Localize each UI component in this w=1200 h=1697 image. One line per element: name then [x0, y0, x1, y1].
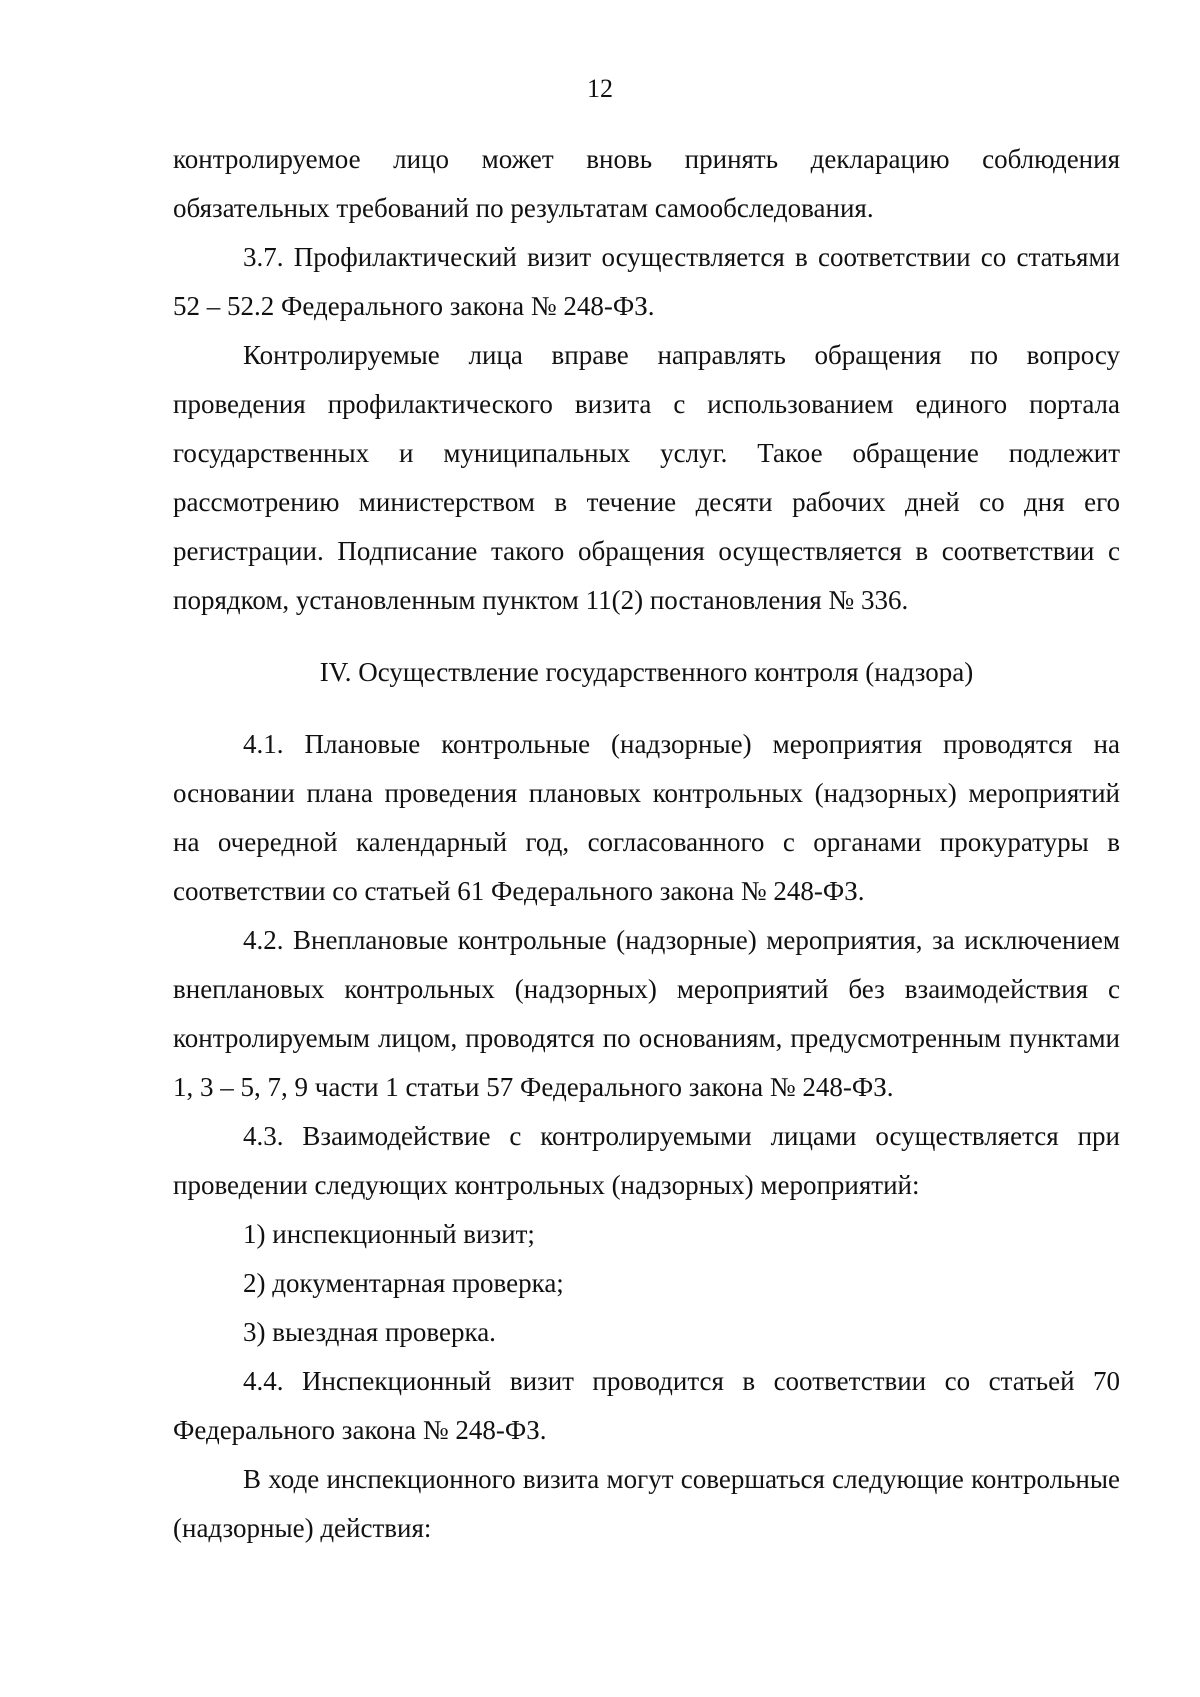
paragraph-4-2: 4.2. Внеплановые контрольные (надзорные) мероприятия, за исключением внеплановых контрольных (надзорных) мероприятий без взаимодействия с контролируемым лицом, проводятся по основаниям, предусмотренным пунктами 1, 3 – 5, 7, 9 части 1 статьи 57 Федерального закона № 248-ФЗ.	[173, 925, 1120, 1102]
list-item: 1) инспекционный визит;	[243, 1219, 535, 1249]
list-item: 3) выездная проверка.	[243, 1317, 496, 1347]
section-heading: IV. Осуществление государственного контроля (надзора)	[319, 657, 974, 687]
paragraph-4-1: 4.1. Плановые контрольные (надзорные) мероприятия проводятся на основании плана проведения плановых контрольных (надзорных) мероприятий на очередной календарный год, согласованного с органами прокуратуры в соответствии со статьей 61 Федерального закона № 248-ФЗ.	[173, 729, 1120, 906]
paragraph-3-7: 3.7. Профилактический визит осуществляется в соответствии со статьями 52 – 52.2 Федерального закона № 248-ФЗ.	[173, 242, 1120, 321]
paragraph-4-3: 4.3. Взаимодействие с контролируемыми лицами осуществляется при проведении следующих контрольных (надзорных) мероприятий:	[173, 1121, 1120, 1200]
paragraph-inspection-actions: В ходе инспекционного визита могут совершаться следующие контрольные (надзорные) действия:	[173, 1464, 1120, 1543]
paragraph-continuation: контролируемое лицо может вновь принять декларацию соблюдения обязательных требований по результатам самообследования.	[173, 144, 1120, 223]
document-body	[173, 135, 1120, 1553]
page-number: 12	[587, 74, 613, 103]
paragraph-appeals: Контролируемые лица вправе направлять обращения по вопросу проведения профилактического визита с использованием единого портала государственных и муниципальных услуг. Такое обращение подлежит рассмотрению министерством в течение десяти рабочих дней со дня его регистрации. Подписание такого обращения осуществляется в соответствии с порядком, установленным пунктом 11(2) постановления № 336.	[173, 340, 1120, 615]
list-item: 2) документарная проверка;	[243, 1268, 564, 1298]
paragraph-4-4: 4.4. Инспекционный визит проводится в соответствии со статьей 70 Федерального закона № 248-ФЗ.	[173, 1366, 1120, 1445]
